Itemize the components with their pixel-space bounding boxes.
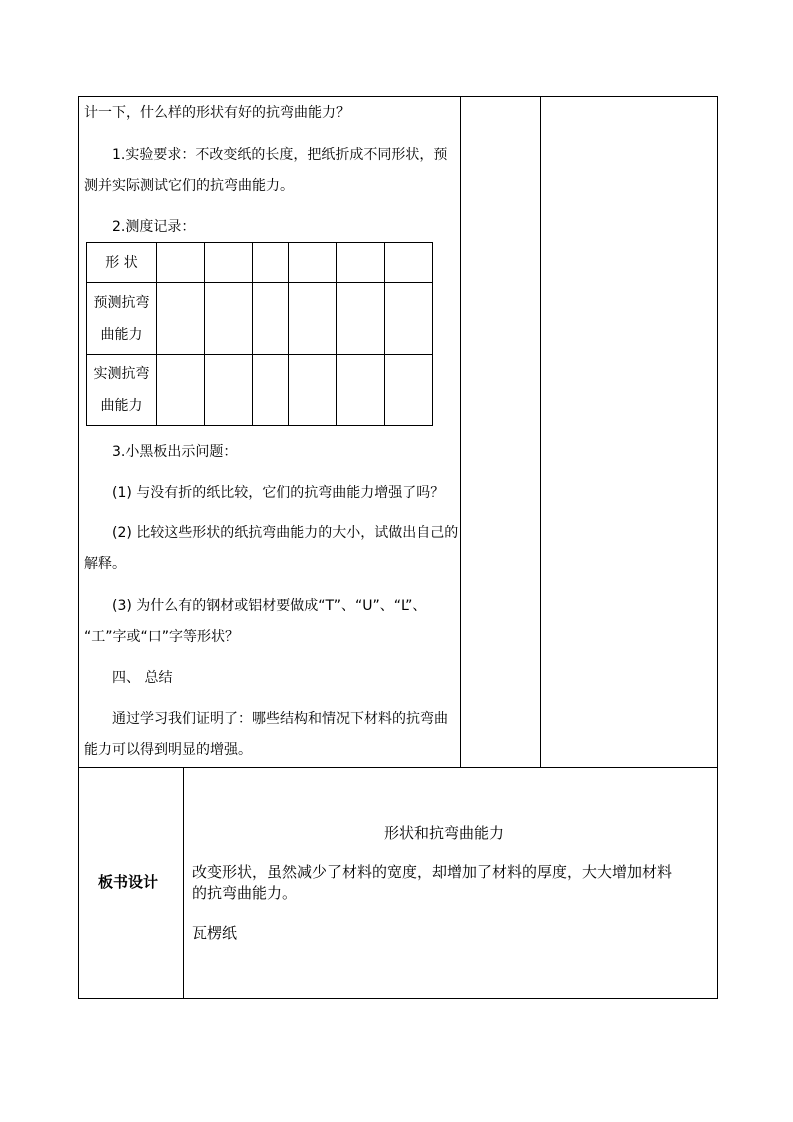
question-3-line-2: “工”字或“口”字等形状？ <box>84 629 240 645</box>
record-cell <box>289 283 337 355</box>
question-2-line-2: 解释。 <box>84 556 126 572</box>
requirement-line-2: 测并实际测试它们的抗弯曲能力。 <box>84 178 294 194</box>
board-design-line-2: 的抗弯曲能力。 <box>192 884 298 902</box>
board-design-label: 板书设计 <box>98 873 159 891</box>
column-divider-2 <box>540 96 541 768</box>
column-divider-1 <box>460 96 461 768</box>
record-label-measured: 实测抗弯 曲能力 <box>87 355 157 426</box>
record-cell <box>385 243 433 283</box>
record-cell <box>157 283 205 355</box>
record-cell <box>337 243 385 283</box>
record-cell <box>385 283 433 355</box>
board-design-line-3: 瓦楞纸 <box>192 924 238 942</box>
table-border-top <box>78 96 718 97</box>
record-label-predicted: 预测抗弯 曲能力 <box>87 283 157 355</box>
record-cell <box>205 355 253 426</box>
table-border-bottom <box>78 998 718 999</box>
table-border-right <box>717 96 718 999</box>
question-3-line-1: (3) 为什么有的钢材或铝材要做成“T”、“U”、“L”、 <box>112 598 427 614</box>
board-question-title: 3.小黑板出示问题： <box>112 444 238 460</box>
record-cell <box>289 355 337 426</box>
question-2-line-1: (2) 比较这些形状的纸抗弯曲能力的大小，试做出自己的 <box>112 525 459 541</box>
requirement-line-1: 1.实验要求：不改变纸的长度，把纸折成不同形状，预 <box>112 147 448 163</box>
record-cell <box>337 355 385 426</box>
summary-line-2: 能力可以得到明显的增强。 <box>84 742 252 758</box>
record-table <box>86 242 433 426</box>
record-cell <box>157 355 205 426</box>
intro-line: 计一下，什么样的形状有好的抗弯曲能力？ <box>84 105 350 121</box>
summary-line-1: 通过学习我们证明了：哪些结构和情况下材料的抗弯曲 <box>112 711 448 727</box>
board-design-title: 形状和抗弯曲能力 <box>384 824 505 842</box>
table-border-left <box>78 96 79 999</box>
record-title: 2.测度记录： <box>112 219 196 235</box>
record-cell <box>385 355 433 426</box>
record-cell <box>289 243 337 283</box>
record-label-shape: 形 状 <box>87 243 157 283</box>
record-cell <box>205 243 253 283</box>
record-cell <box>337 283 385 355</box>
row-divider <box>78 767 718 768</box>
record-cell <box>253 243 289 283</box>
board-label-divider <box>183 767 184 999</box>
record-cell <box>253 355 289 426</box>
record-cell <box>157 243 205 283</box>
record-cell <box>253 283 289 355</box>
record-cell <box>205 283 253 355</box>
question-1: (1) 与没有折的纸比较，它们的抗弯曲能力增强了吗？ <box>112 485 445 501</box>
summary-heading: 四、 总结 <box>112 670 173 686</box>
board-design-line-1: 改变形状，虽然减少了材料的宽度，却增加了材料的厚度，大大增加材料 <box>192 863 673 881</box>
